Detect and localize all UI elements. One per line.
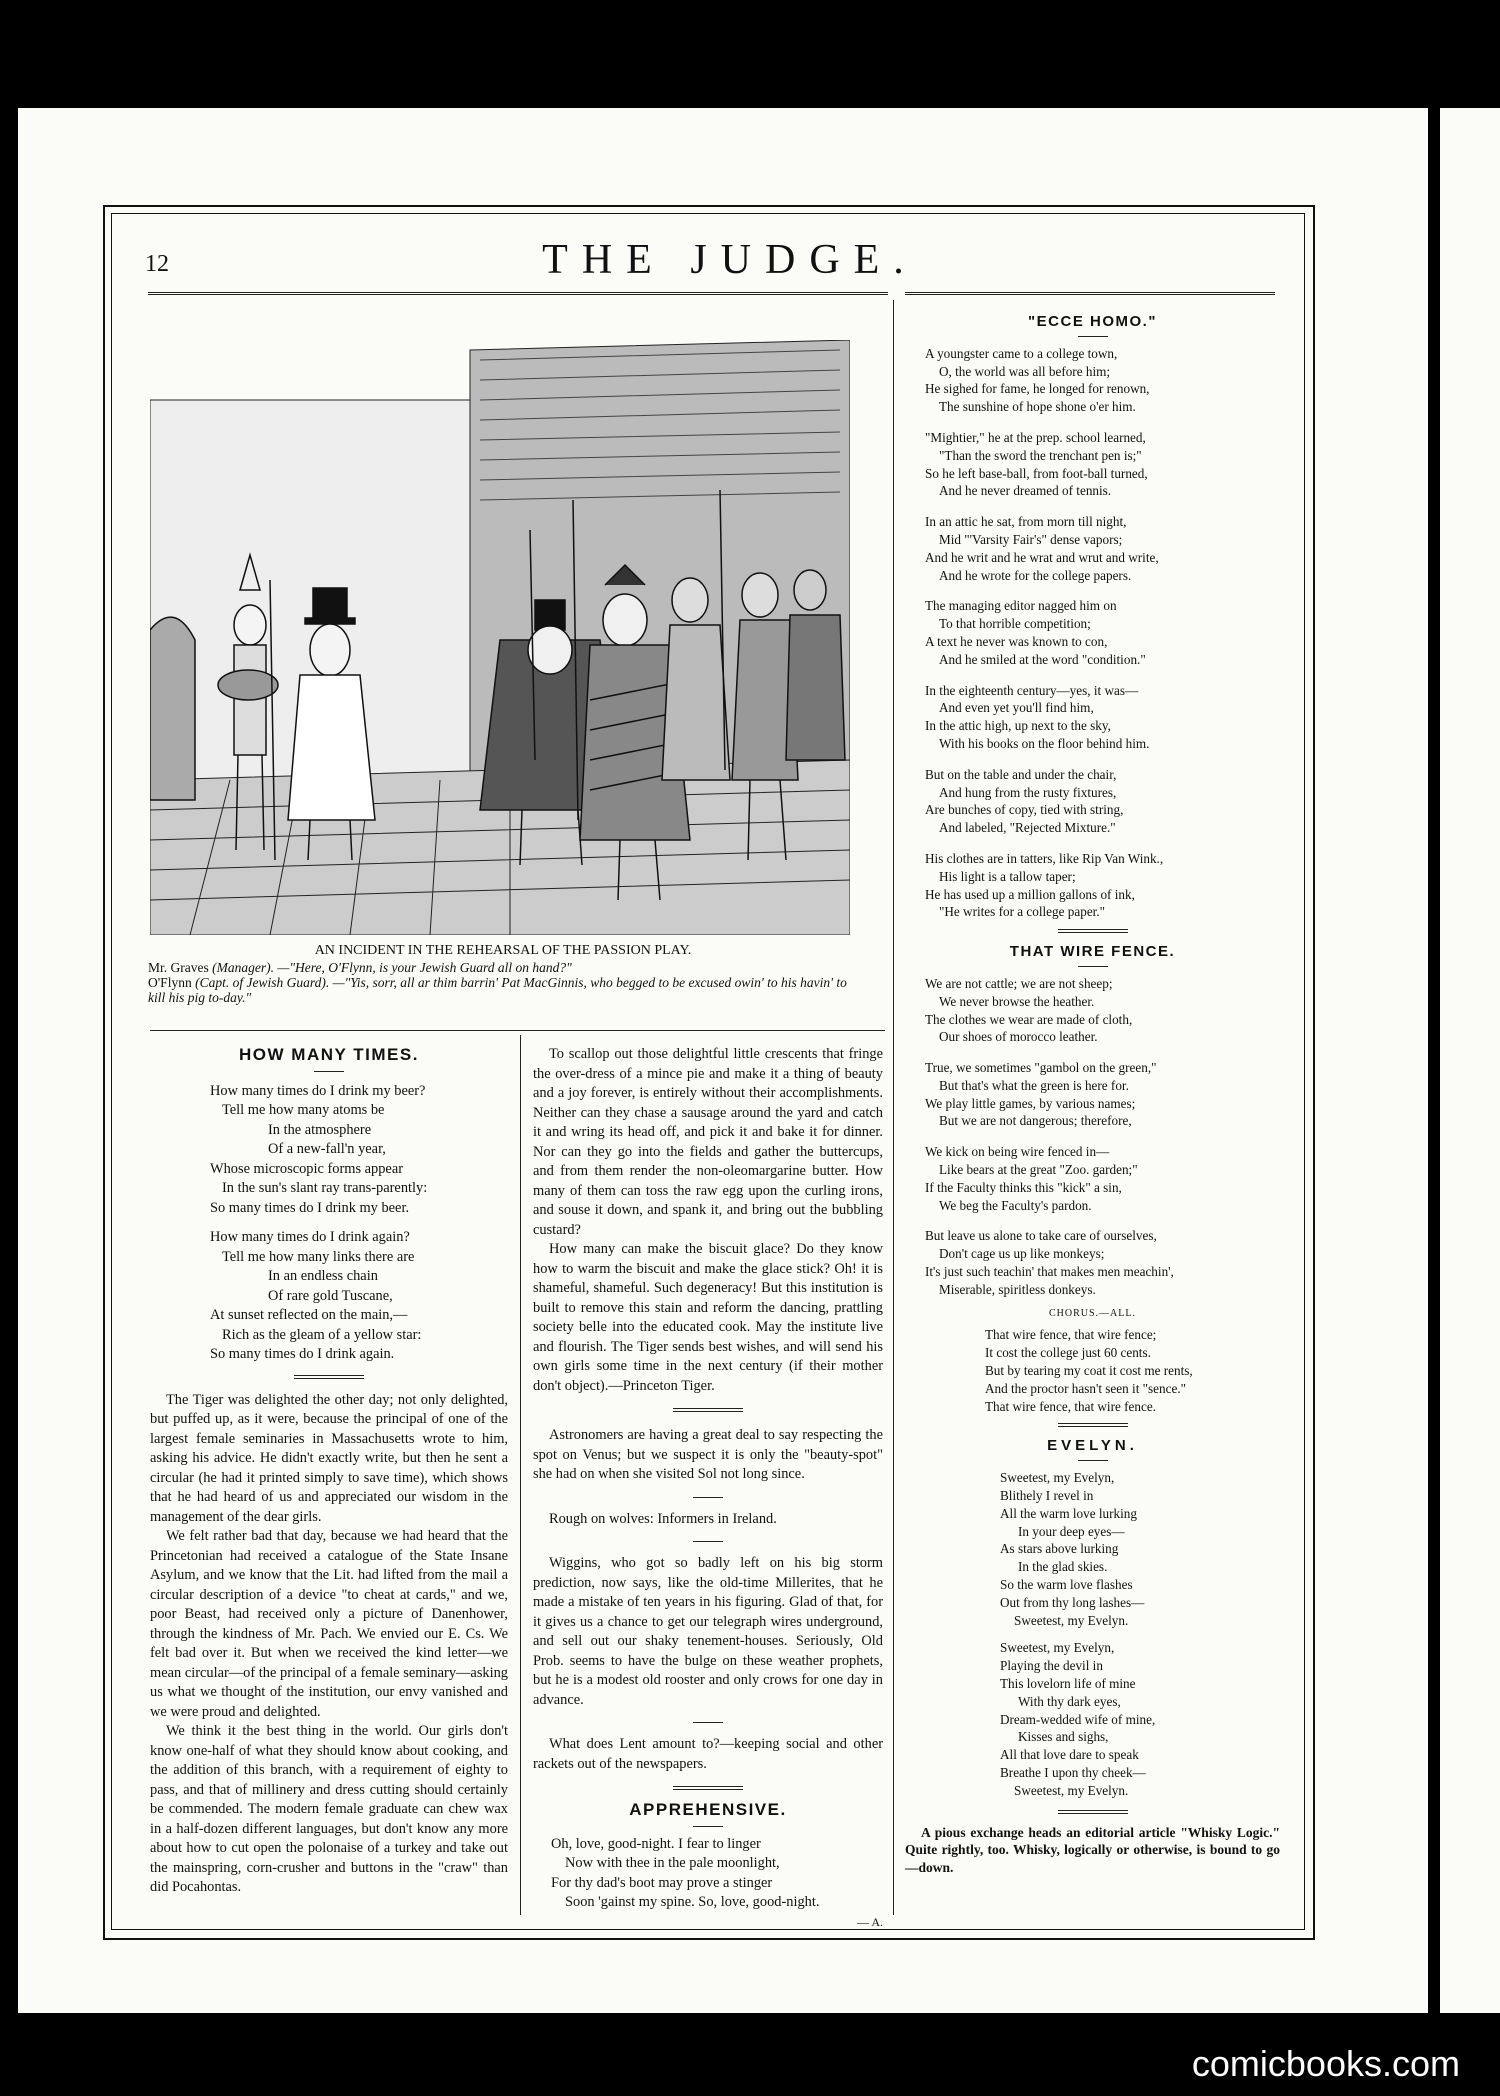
cartoon-illustration	[150, 340, 850, 935]
poem-line: Don't cage us up like monkeys;	[939, 1246, 1105, 1262]
poem-line: Are bunches of copy, tied with string,	[925, 802, 1124, 818]
poem-line: How many times do I drink again?	[210, 1229, 410, 1245]
poem-line: In the glad skies.	[1018, 1559, 1108, 1575]
poem-stanza	[905, 1227, 1280, 1298]
section-rule	[673, 1408, 743, 1412]
poem-stanza	[905, 682, 1280, 753]
speaker-1-role: (Manager).	[212, 960, 274, 975]
section-rule	[1058, 1423, 1128, 1427]
poem-line: So the warm love flashes	[1000, 1577, 1133, 1593]
poem-line: The clothes we wear are made of cloth,	[925, 1011, 1133, 1027]
poem-line: All the warm love lurking	[1000, 1505, 1137, 1521]
poem-line: That wire fence, that wire fence;	[985, 1327, 1157, 1343]
poem-line: The sunshine of hope shone o'er him.	[939, 399, 1136, 415]
section-rule	[693, 1722, 723, 1723]
column-divider-right	[893, 300, 894, 1915]
column-divider-left	[520, 1035, 521, 1915]
cartoon-caption	[148, 943, 858, 1005]
poem-stanza	[905, 850, 1280, 921]
masthead-title: THE JUDGE.	[542, 237, 918, 283]
poem-line: "Mightier," he at the prep. school learned,	[925, 429, 1146, 445]
poem-line: His light is a tallow taper;	[939, 868, 1076, 884]
poem-line: With his books on the floor behind him.	[939, 735, 1150, 751]
tiger-paragraph-1: The Tiger was delighted the other day; not only delighted, but puffed up, as it were, because the principal of one of the largest female seminaries in Massachusetts wrote to him, asking his advice. He didn't exactly write, but then he sent a circular (he had it printed simply to save time), which shows that he had heard of us and appreciated our wisdom in the management of the dear girls.	[150, 1391, 508, 1525]
section-rule	[693, 1541, 723, 1542]
poem-line: A youngster came to a college town,	[925, 345, 1118, 361]
poem-line: And he smiled at the word "condition."	[939, 651, 1146, 667]
section-rule	[693, 1497, 723, 1498]
poem-line: How many times do I drink my beer?	[210, 1082, 426, 1099]
poem-line: In the eighteenth century—yes, it was—	[925, 682, 1139, 698]
title-rule	[1078, 1460, 1108, 1461]
poem-line: For thy dad's boot may prove a stinger	[551, 1874, 773, 1891]
title-rule	[1078, 336, 1108, 337]
speaker-1-line: —"Here, O'Flynn, is your Jewish Guard all on hand?"	[277, 960, 572, 975]
poem-line: So many times do I drink again.	[210, 1346, 395, 1362]
speaker-2-role: (Capt. of Jewish Guard).	[195, 975, 330, 990]
poem-line: We kick on being wire fenced in—	[925, 1144, 1110, 1160]
section-rule	[294, 1375, 364, 1379]
poem-line: Rich as the gleam of a yellow star:	[222, 1326, 422, 1343]
poem-line: It's just such teachin' that makes men meachin',	[925, 1264, 1174, 1280]
poem-line: Sweetest, my Evelyn,	[1000, 1640, 1115, 1656]
speaker-2-name: O'Flynn	[148, 975, 192, 990]
poem-stanza	[905, 597, 1280, 668]
poem-stanza	[905, 766, 1280, 837]
apprehensive-poem	[533, 1835, 883, 1913]
cartoon-title: AN INCIDENT IN THE REHEARSAL OF THE PASSION PLAY.	[314, 943, 692, 958]
poem-line: As stars above lurking	[1000, 1541, 1119, 1557]
poem-stanza	[905, 975, 1280, 1046]
watermark: comicbooks.com	[1191, 2043, 1460, 2084]
how-many-times-stanza-2	[150, 1228, 508, 1365]
poem-line: And he never dreamed of tennis.	[939, 483, 1112, 499]
whisky-paragraph: A pious exchange heads an editorial article "Whisky Logic." Quite rightly, too. Whisky, logically or otherwise, is bound to go—down.	[905, 1824, 1280, 1876]
how-many-times-title: HOW MANY TIMES.	[239, 1045, 419, 1064]
apprehensive-signature: — A.	[856, 1914, 883, 1929]
poem-line: But leave us alone to take care of ourselves,	[925, 1228, 1157, 1244]
poem-line: At sunset reflected on the main,—	[210, 1307, 408, 1323]
astronomers-paragraph: Astronomers are having a great deal to say respecting the spot on Venus; but we suspect it is only the "beauty-spot" she had on when she visited Sol not long since.	[533, 1427, 883, 1482]
poem-line: The managing editor nagged him on	[925, 598, 1117, 614]
poem-line: Our shoes of morocco leather.	[939, 1029, 1098, 1045]
evelyn-stanza-2	[905, 1639, 1280, 1799]
poem-line: And hung from the rusty fixtures,	[939, 784, 1117, 800]
poem-line: That wire fence, that wire fence.	[985, 1398, 1156, 1414]
chorus-label: CHORUS.—ALL.	[1048, 1307, 1136, 1319]
poem-line: Oh, love, good-night. I fear to linger	[551, 1835, 761, 1852]
chorus-poem	[905, 1326, 1280, 1415]
tiger-paragraph-3: We think it the best thing in the world. Our girls don't know one-half of what they should know about cooking, and the addition of this branch, with a requirement of eighty to pass, and that of millinery and dress cutting should certainly be commended. The modern female graduate can chew wax in a half-dozen different languages, but don't know any more about how to cut open the polonaise of a turkey and take out the mainspring, corn-crusher and buttons in the "craw" than did Pocahontas.	[150, 1723, 508, 1895]
poem-line: All that love dare to speak	[1000, 1747, 1139, 1763]
ecce-homo-poem	[905, 345, 1280, 921]
next-page-edge	[1440, 108, 1500, 2013]
poem-line: Tell me how many links there are	[222, 1248, 415, 1265]
poem-stanza	[905, 429, 1280, 500]
poem-line: He has used up a million gallons of ink,	[925, 886, 1135, 902]
poem-line: And labeled, "Rejected Mixture."	[939, 820, 1116, 836]
poem-line: O, the world was all before him;	[939, 363, 1111, 379]
poem-line: Of a new-fall'n year,	[268, 1141, 386, 1157]
poem-stanza	[905, 513, 1280, 584]
poem-line: Soon 'gainst my spine. So, love, good-night.	[565, 1894, 820, 1910]
title-rule	[693, 1826, 723, 1827]
poem-line: True, we sometimes "gambol on the green,"	[925, 1060, 1157, 1076]
poem-line: Miserable, spiritless donkeys.	[939, 1281, 1096, 1297]
poem-line: A text he never was known to con,	[925, 633, 1108, 649]
speaker-1-name: Mr. Graves	[148, 960, 209, 975]
poem-line: In the sun's slant ray trans-parently:	[222, 1180, 428, 1196]
poem-line: We are not cattle; we are not sheep;	[925, 975, 1113, 991]
poem-line: In the attic high, up next to the sky,	[925, 718, 1111, 734]
poem-stanza	[905, 1143, 1280, 1214]
tiger-paragraph-2: We felt rather bad that day, because we had heard that the Princetonian had received a catalogue of the State Insane Asylum, and we know that the Lit. had lifted from the mail a circular description of a device "to cheat at cards," and we, poor Beast, had received only a picture of Danenhower, through the kindness of Mr. Pach. We envied our E. Cs. We felt bad over it. But when we received the kind letter—we mean circular—of the principal of a female seminary—asking us what we thought of the institution, our envy vanished and we were proud and delighted.	[150, 1528, 508, 1720]
page-number: 12	[145, 251, 169, 277]
poem-line: And even yet you'll find him,	[939, 700, 1094, 716]
poem-line: Of rare gold Tuscane,	[268, 1287, 393, 1304]
poem-line: Now with thee in the pale moonlight,	[565, 1855, 780, 1871]
poem-line: "He writes for a college paper."	[939, 904, 1106, 920]
poem-line: This lovelorn life of mine	[1000, 1676, 1136, 1691]
poem-line: Kisses and sighs,	[1018, 1729, 1109, 1745]
wire-fence-title: THAT WIRE FENCE.	[1009, 943, 1176, 961]
poem-line: Sweetest, my Evelyn,	[1000, 1470, 1115, 1486]
poem-line: "Than the sword the trenchant pen is;"	[939, 447, 1142, 463]
poem-line: It cost the college just 60 cents.	[985, 1345, 1151, 1361]
evelyn-title: EVELYN.	[1047, 1437, 1138, 1455]
poem-line: Tell me how many atoms be	[222, 1102, 385, 1118]
poem-line: In an attic he sat, from morn till night,	[925, 514, 1127, 530]
poem-line: We play little games, by various names;	[925, 1095, 1136, 1111]
poem-line: Mid "'Varsity Fair's" dense vapors;	[939, 531, 1123, 547]
section-rule	[1058, 929, 1128, 933]
poem-line: Sweetest, my Evelyn.	[1014, 1612, 1129, 1628]
speaker-2-line: —"Yis, sorr, all ar thim barrin' Pat MacGinnis, who begged to be excused owin' to his havin' to kill his pig to-day."	[148, 975, 847, 1005]
poem-line: Sweetest, my Evelyn.	[1014, 1782, 1129, 1798]
poem-line: And the proctor hasn't seen it "sence."	[985, 1380, 1187, 1396]
poem-line: In an endless chain	[268, 1268, 378, 1284]
poem-line: We never browse the heather.	[939, 993, 1095, 1009]
title-rule	[1078, 966, 1108, 967]
evelyn-stanza-1	[905, 1469, 1280, 1629]
cartoon-bottom-rule	[150, 1030, 885, 1031]
rough-paragraph: Rough on wolves: Informers in Ireland.	[549, 1510, 777, 1527]
poem-line: With thy dark eyes,	[1018, 1693, 1121, 1709]
ecce-homo-title: "ECCE HOMO."	[1028, 313, 1157, 330]
poem-line: But that's what the green is here for.	[939, 1077, 1129, 1093]
masthead-rule-right	[905, 292, 1275, 295]
caption-line-2	[148, 975, 858, 1005]
column-right	[905, 313, 1280, 1877]
how-many-times-stanza-1	[150, 1082, 508, 1219]
poem-stanza	[905, 1059, 1280, 1130]
poem-line: We beg the Faculty's pardon.	[939, 1197, 1092, 1213]
poem-line: Blithely I revel in	[1000, 1488, 1094, 1504]
poem-stanza	[905, 345, 1280, 416]
poem-line: Playing the devil in	[1000, 1658, 1103, 1674]
poem-line: Breathe I upon thy cheek—	[1000, 1764, 1146, 1780]
wire-fence-poem	[905, 975, 1280, 1299]
poem-line: And he writ and he wrat and wrut and write,	[925, 549, 1159, 565]
poem-line: But on the table and under the chair,	[925, 766, 1117, 782]
poem-line: In your deep eyes—	[1018, 1523, 1125, 1539]
section-rule	[1058, 1810, 1128, 1814]
title-rule	[314, 1071, 344, 1072]
poem-line: Like bears at the great "Zoo. garden;"	[939, 1162, 1138, 1178]
apprehensive-title: APPREHENSIVE.	[629, 1800, 787, 1819]
column-middle	[533, 1045, 883, 1932]
lent-paragraph: What does Lent amount to?—keeping social and other rackets out of the newspapers.	[533, 1736, 883, 1772]
wiggins-paragraph: Wiggins, who got so badly left on his big storm prediction, now says, like the old-time Millerites, that he made a mistake of ten years in his figuring. Glad of that, for it gives us a chance to get our telegraph wires underground, and sell out our shaky tenement-houses. Seriously, Old Prob. seems to have the bulge on these weather prophets, but he is a modest old rooster and only crows for one day in advance.	[533, 1555, 883, 1708]
poem-line: Dream-wedded wife of mine,	[1000, 1711, 1156, 1727]
tiger-paragraph-4: To scallop out those delightful little crescents that fringe the over-dress of a mince pie and make it a thing of beauty and a joy forever, is entirely without their accomplishments. Neither can they chase a sausage around the yard and catch it and wring its head off, and pick it and bake it for dinner. Nor can they go into the fields and gather the buttercups, and from them render the non-oleomargarine butter. How many of them can toss the raw egg upon the curling irons, and souse it down, and spank it, and bring out the bubbling custard?	[533, 1046, 883, 1238]
poem-line: But we are not dangerous; therefore,	[939, 1113, 1132, 1129]
poem-line: So he left base-ball, from foot-ball turned,	[925, 465, 1148, 481]
poem-line: So many times do I drink my beer.	[210, 1199, 410, 1216]
masthead-rule-left	[148, 292, 888, 295]
poem-line: To that horrible competition;	[939, 616, 1091, 632]
poem-line: Whose microscopic forms appear	[210, 1160, 404, 1177]
poem-line: His clothes are in tatters, like Rip Van Wink.,	[925, 850, 1164, 866]
tiger-paragraph-5: How many can make the biscuit glace? Do they know how to warm the biscuit and make the glace stick? Oh! it is shameful, shameful. Such degeneracy! But this institution is built to remove this stain and reform the dancing, prattling society belle into the educated cook. May the institute live and flourish. The Tiger sends best wishes, and will send his own girls some time in the next century (if their mother don't object).—Princeton Tiger.	[533, 1241, 883, 1394]
section-rule	[673, 1786, 743, 1790]
poem-line: And he wrote for the college papers.	[939, 567, 1132, 583]
caption-line-1	[148, 960, 858, 975]
poem-line: If the Faculty thinks this "kick" a sin,	[925, 1179, 1122, 1195]
poem-line: But by tearing my coat it cost me rents,	[985, 1363, 1193, 1379]
column-left	[150, 1045, 508, 1898]
poem-line: He sighed for fame, he longed for renown,	[925, 381, 1150, 397]
poem-line: Out from thy long lashes—	[1000, 1594, 1145, 1610]
poem-line: In the atmosphere	[268, 1121, 372, 1138]
